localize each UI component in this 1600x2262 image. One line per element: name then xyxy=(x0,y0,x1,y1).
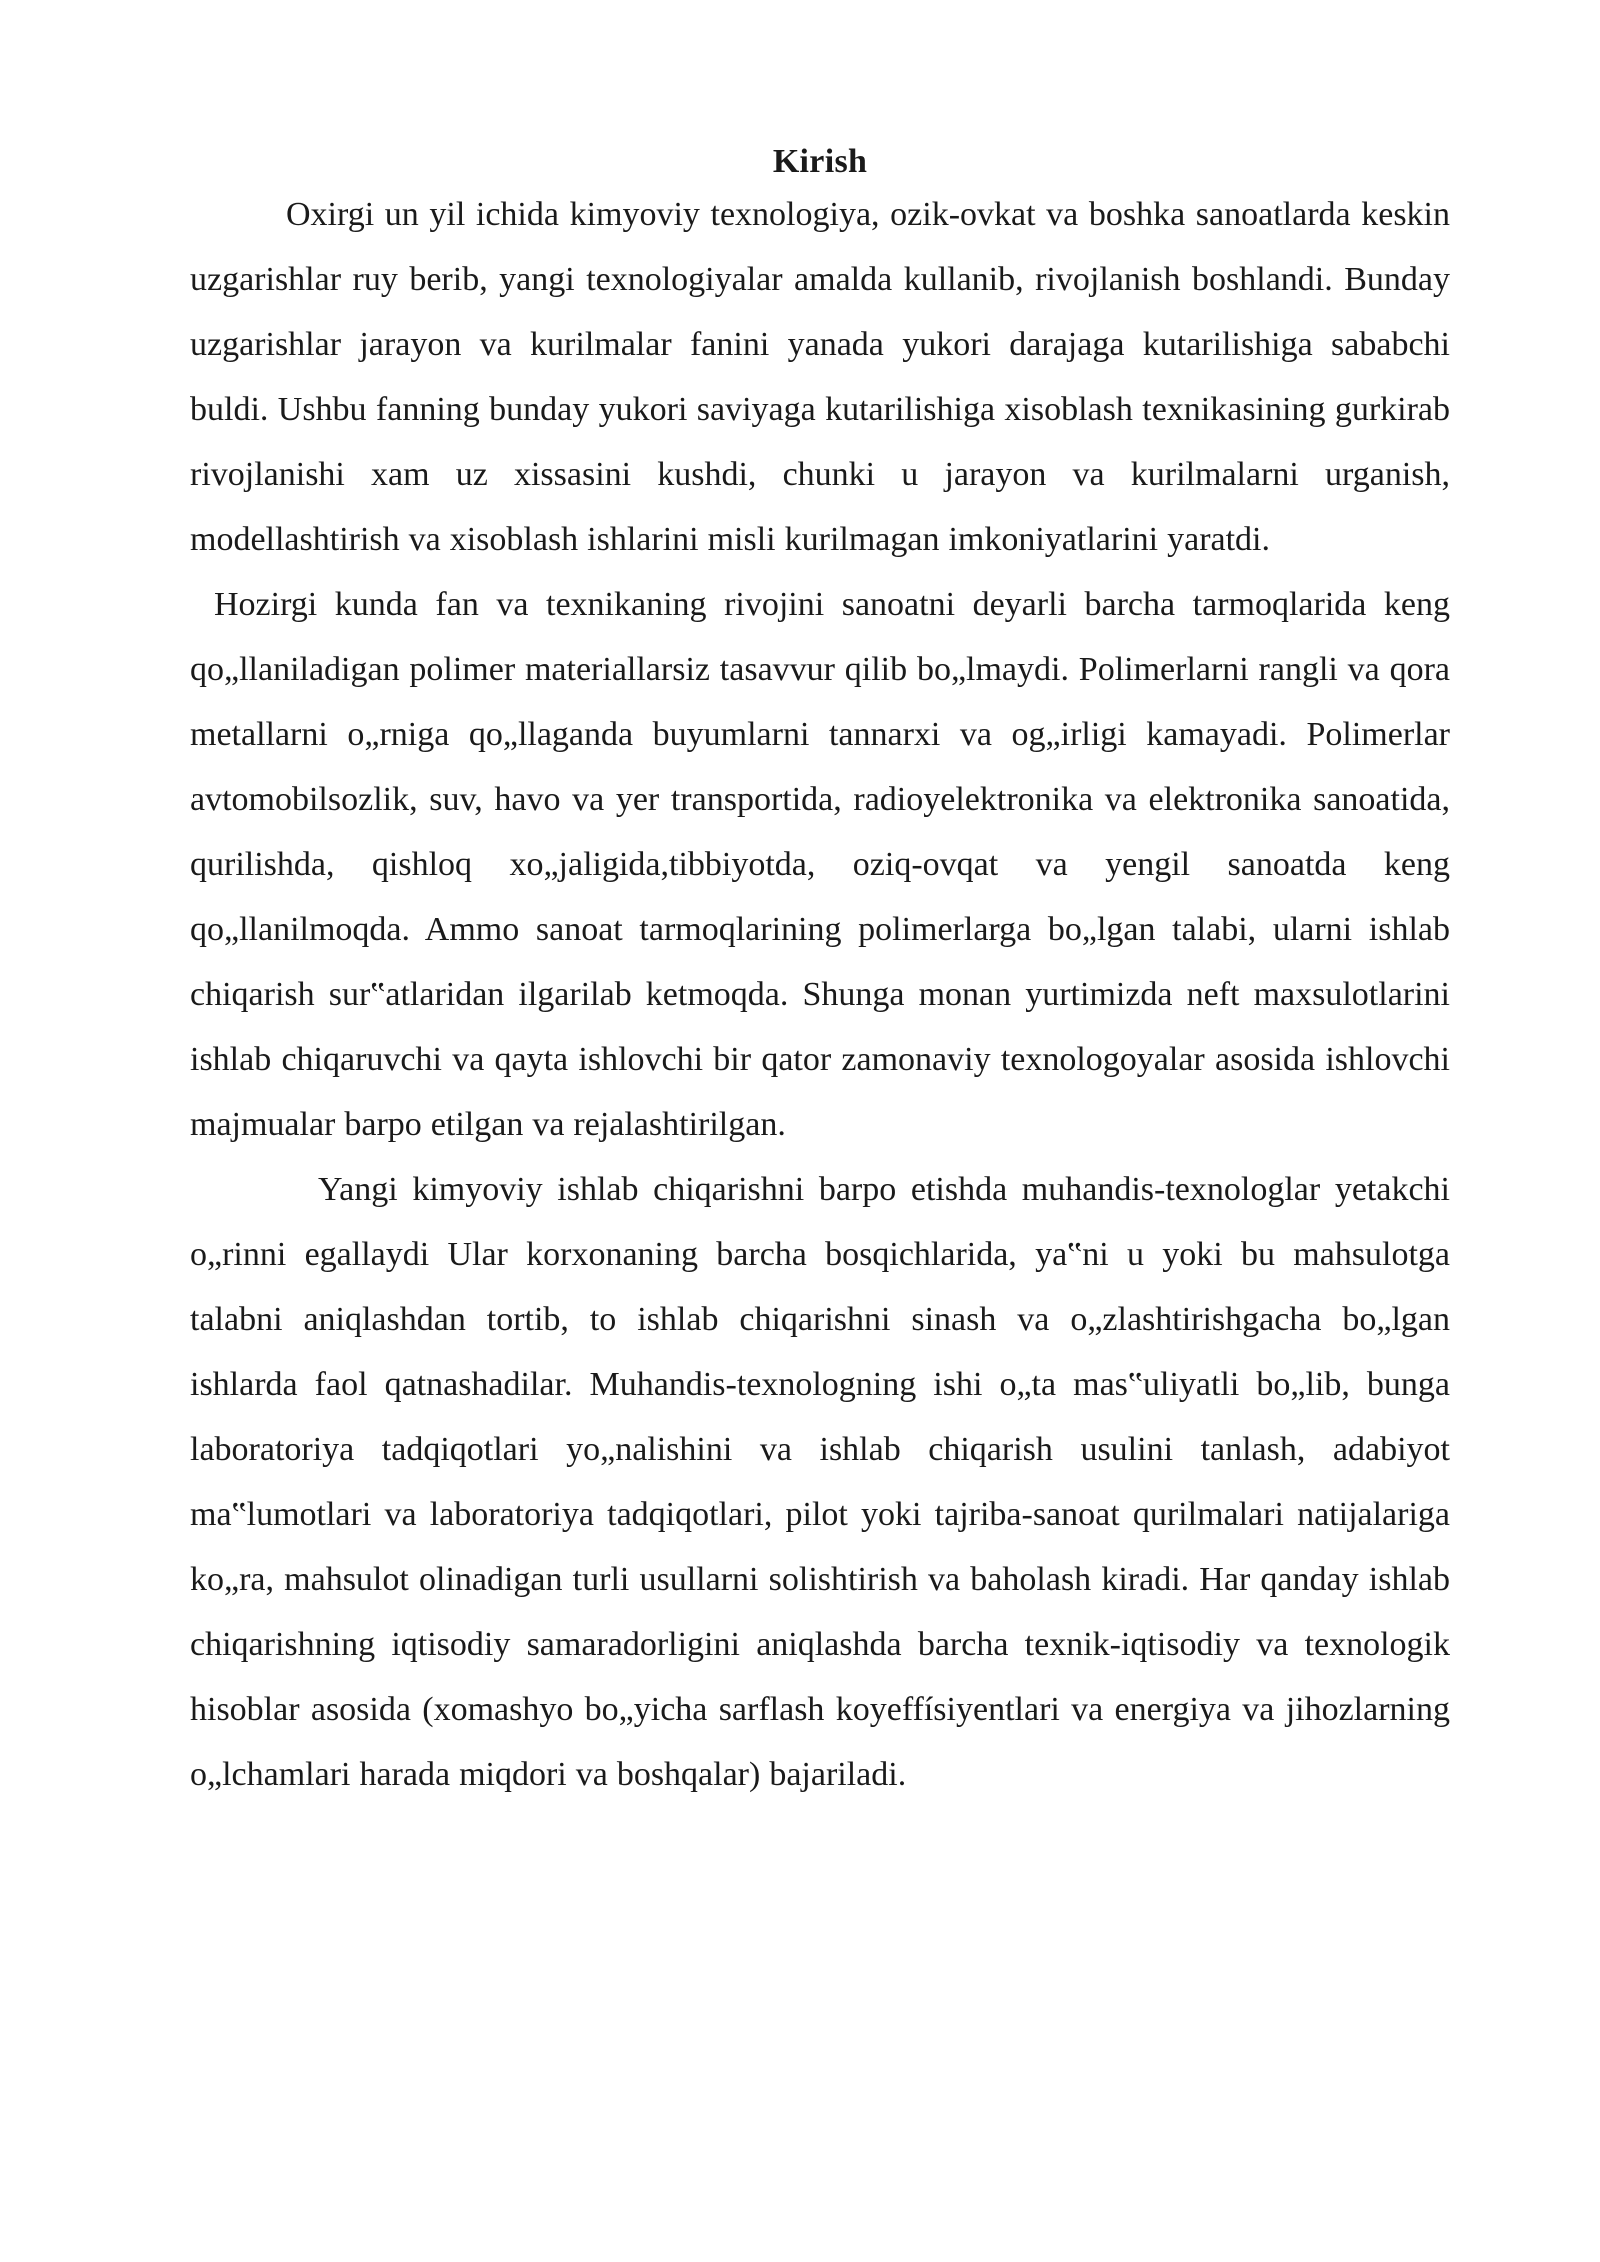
document-title: Kirish xyxy=(772,143,868,180)
paragraph-engineers: Yangi kimyoviy ishlab chiqarishni barpo etishda muhandis-texnologlar yetakchi o„rinni egallaydi Ular korxonaning barcha bosqichlarida, ya‟ni u yoki bu mahsulotga talabni aniqlashdan tortib, to ishlab chiqarishni sinash va o„zlashtirishgacha bo„lgan ishlarda faol qatnashadilar. Muhandis-texnologning ishi o„ta mas‟uliyatli bo„lib, bunga laboratoriya tadqiqotlari yo„nalishini va ishlab chiqarish usulini tanlash, adabiyot ma‟lumotlari va laboratoriya tadqiqotlari, pilot yoki tajriba-sanoat qurilmalari natijalariga ko„ra, mahsulot olinadigan turli usullarni solishtirish va baholash kiradi. Har qanday ishlab chiqarishning iqtisodiy samaradorligini aniqlashda barcha texnik-iqtisodiy va texnologik hisoblar asosida (xomashyo bo„yicha sarflash koyeffísiyentlari va energiya va jihozlarning o„lchamlari harada miqdori va boshqalar) bajariladi. xyxy=(190,1171,1450,1793)
paragraph-polymers: Hozirgi kunda fan va texnikaning rivojini sanoatni deyarli barcha tarmoqlarida keng qo„llaniladigan polimer materiallarsiz tasavvur qilib bo„lmaydi. Polimerlarni rangli va qora metallarni o„rniga qo„llaganda buyumlarni tannarxi va og„irligi kamayadi. Polimerlar avtomobilsozlik, suv, havo va yer transportida, radioyelektronika va elektronika sanoatida, qurilishda, qishloq xo„jaligida,tibbiyotda, oziq-ovqat va yengil sanoatda keng qo„llanilmoqda. Ammo sanoat tarmoqlarining polimerlarga bo„lgan talabi, ularni ishlab chiqarish sur‟atlaridan ilgarilab ketmoqda. Shunga monan yurtimizda neft maxsulotlarini ishlab chiqaruvchi va qayta ishlovchi bir qator zamonaviy texnologoyalar asosida ishlovchi majmualar barpo etilgan va rejalashtirilgan. xyxy=(190,586,1450,1143)
document-body xyxy=(190,136,1450,1807)
paragraph-intro: Oxirgi un yil ichida kimyoviy texnologiya, ozik-ovkat va boshka sanoatlarda keskin uzgarishlar ruy berib, yangi texnologiyalar amalda kullanib, rivojlanish boshlandi. Bunday uzgarishlar jarayon va kurilmalar fanini yanada yukori darajaga kutarilishiga sababchi buldi. Ushbu fanning bunday yukori saviyaga kutarilishiga xisoblash texnikasining gurkirab rivojlanishi xam uz xissasini kushdi, chunki u jarayon va kurilmalarni urganish, modellashtirish va xisoblash ishlarini misli kurilmagan imkoniyatlarini yaratdi. xyxy=(190,196,1450,558)
